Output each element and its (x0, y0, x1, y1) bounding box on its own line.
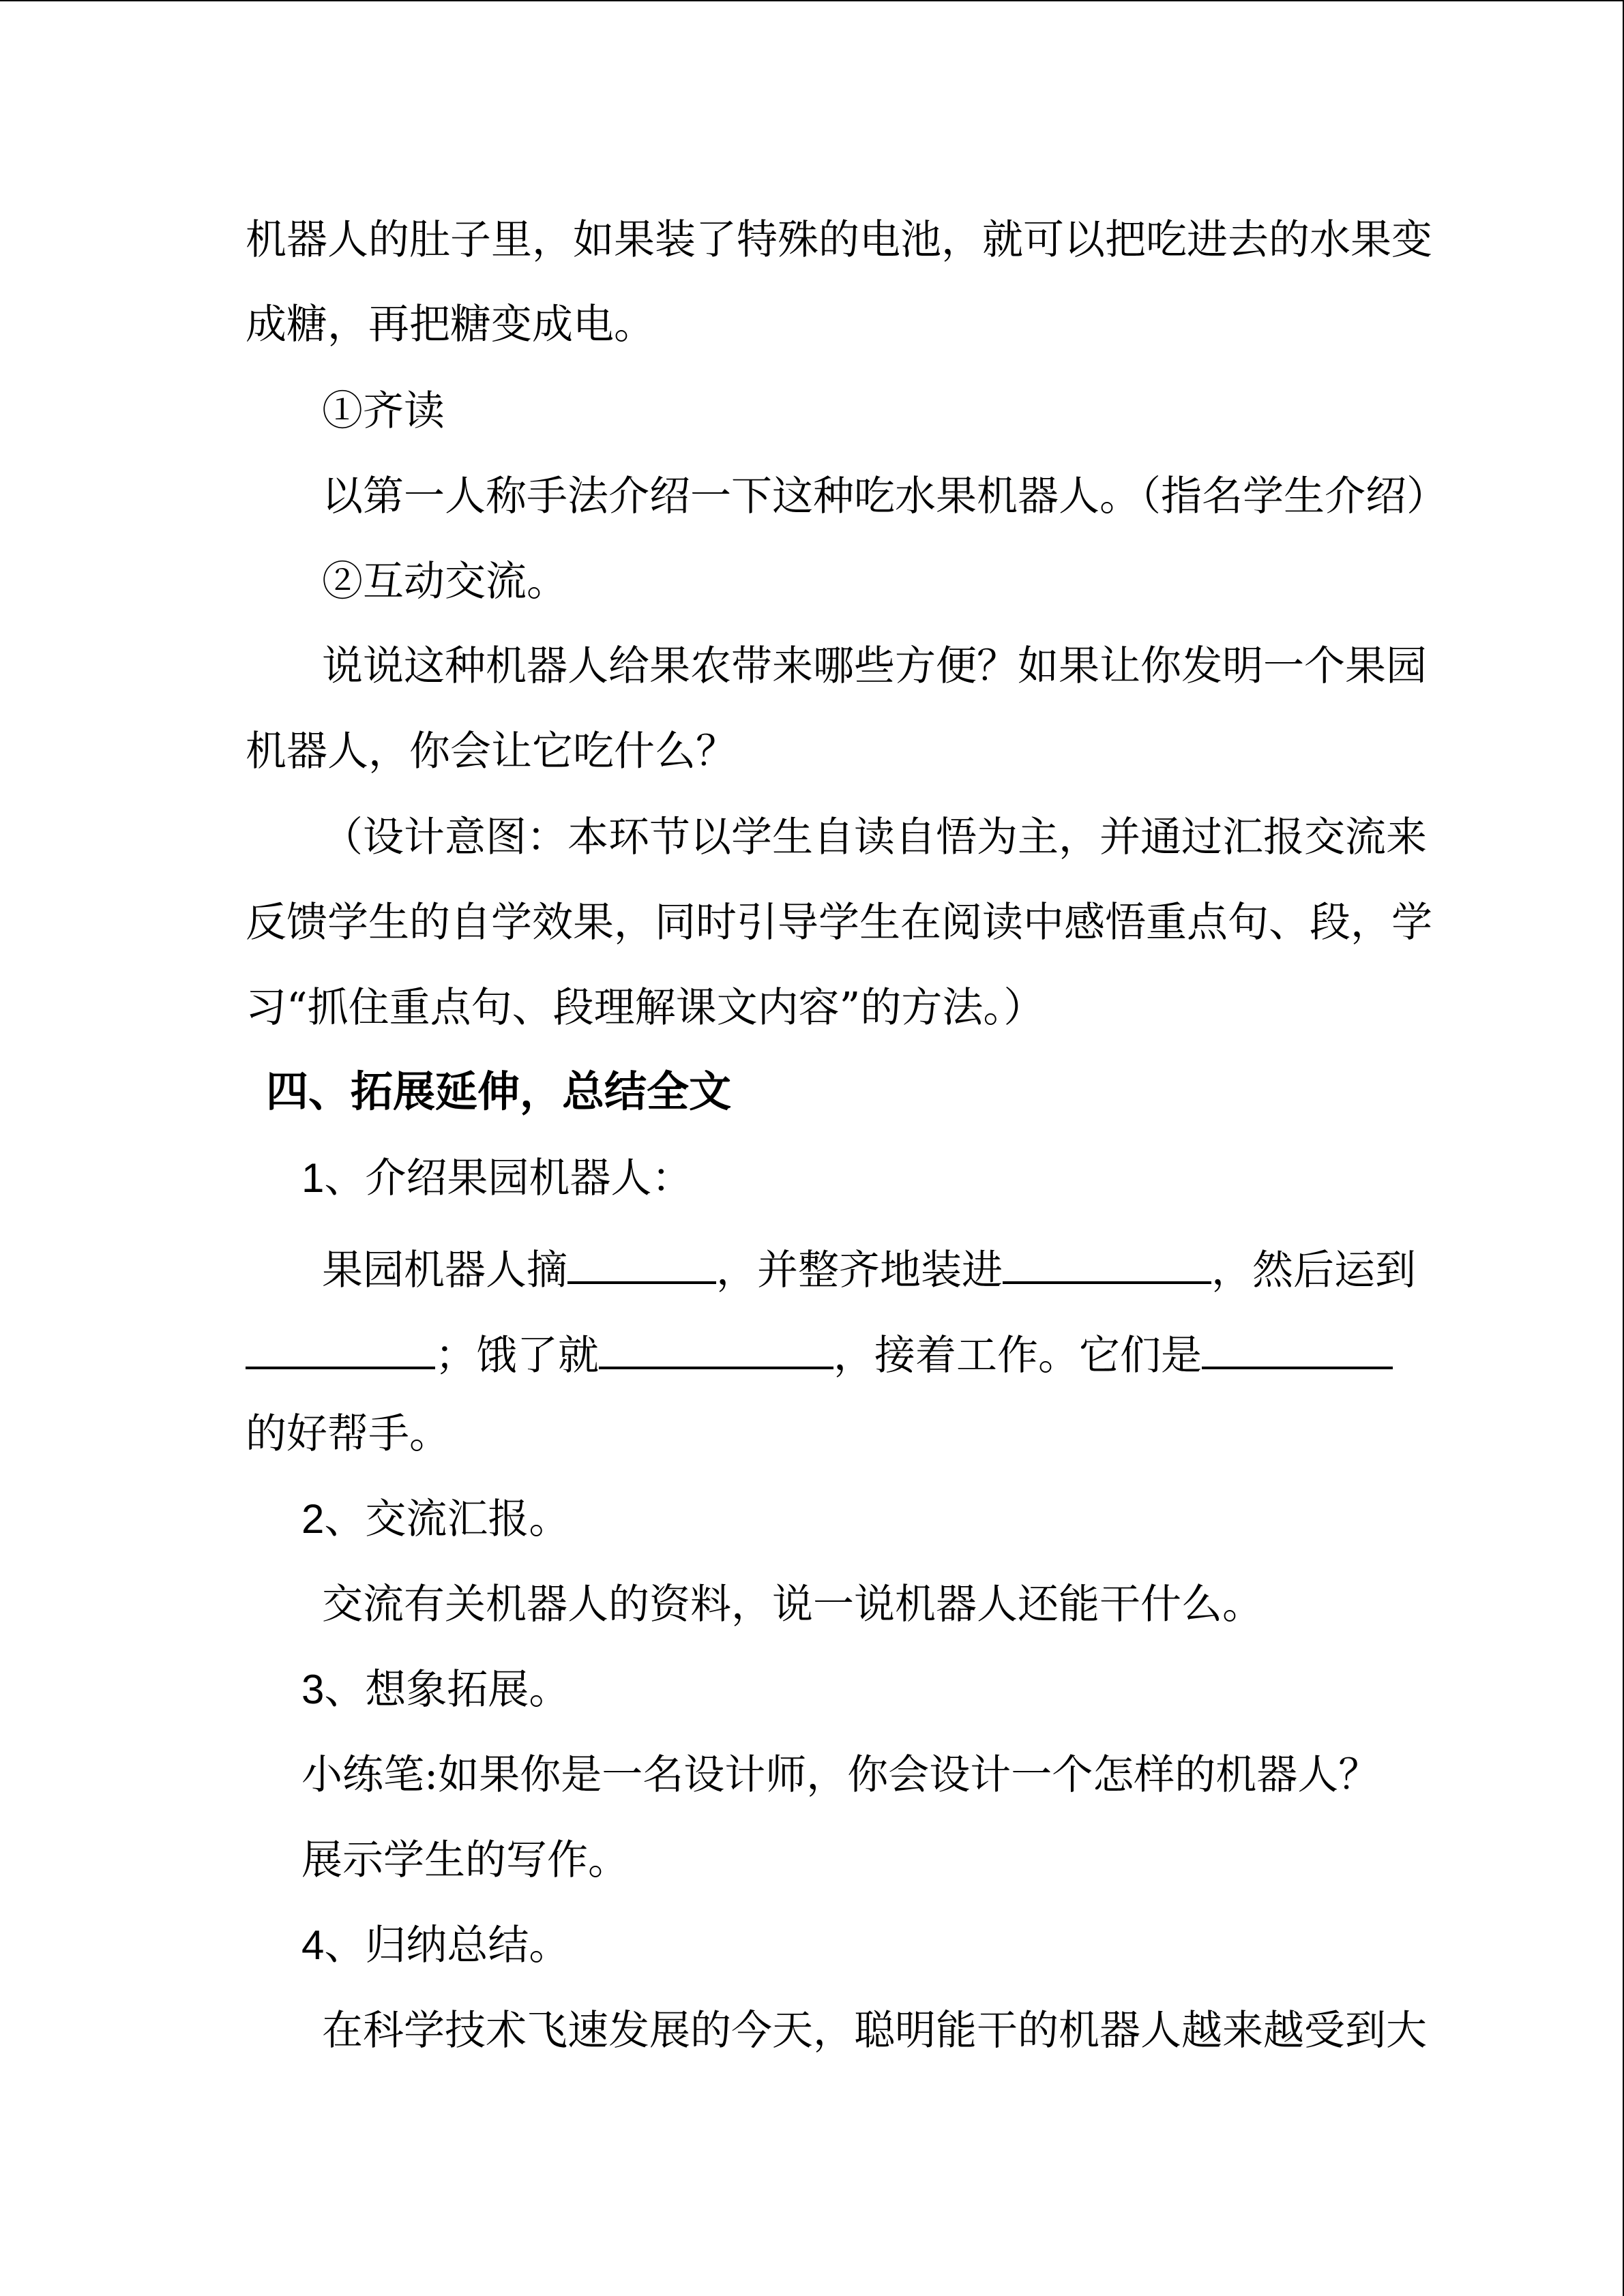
design-note-line: 习“抓住重点句、段理解课文内容”的方法。） (246, 984, 1045, 1032)
list-item-label: ②互动交流。 (322, 558, 567, 606)
paragraph-line: 机器人的肚子里，如果装了特殊的电池，就可以把吃进去的水果变 (246, 216, 1432, 264)
fill-text: ，并整齐地装进 (716, 1247, 1003, 1294)
design-note-line: 反馈学生的自学效果，同时引导学生在阅读中感悟重点句、段，学 (246, 899, 1432, 946)
fill-in-line-2 (246, 1324, 1393, 1380)
section-item-number: 3 (301, 1667, 325, 1712)
section-item-number: 1 (301, 1155, 325, 1201)
paragraph-line: 以第一人称手法介绍一下这种吃水果机器人。（指名学生介绍） (322, 473, 1447, 520)
answer-blank[interactable] (1003, 1239, 1211, 1284)
section-item-4 (301, 1921, 570, 1970)
paragraph-line: 小练笔:如果你是一名设计师，你会设计一个怎样的机器人？ (301, 1751, 1380, 1799)
fill-text: ；饿了就 (435, 1332, 599, 1380)
section-item-title: 、归纳总结。 (324, 1922, 570, 1969)
section-item-number: 4 (301, 1922, 325, 1968)
paragraph-line: 说说这种机器人给果农带来哪些方便？如果让你发明一个果园 (322, 642, 1427, 690)
list-item-label: ①齐读 (322, 387, 445, 435)
answer-blank[interactable] (567, 1239, 716, 1284)
section-heading: 四、拓展延伸，总结全文 (266, 1067, 732, 1116)
section-item-2 (301, 1495, 570, 1544)
answer-blank[interactable] (599, 1324, 833, 1369)
section-item-title: 、想象拓展。 (324, 1666, 570, 1714)
paragraph-line: 的好帮手。 (246, 1410, 450, 1458)
paragraph-line: 机器人，你会让它吃什么？ (246, 728, 737, 775)
section-item-number: 2 (301, 1496, 325, 1542)
fill-text: ，然后运到 (1211, 1247, 1416, 1294)
design-note-line: （设计意图：本环节以学生自读自悟为主，并通过汇报交流来 (322, 814, 1427, 861)
fill-text: ，接着工作。它们是 (833, 1332, 1202, 1380)
fill-in-line-1 (322, 1239, 1416, 1295)
section-item-3 (301, 1665, 570, 1714)
paragraph-line: 展示学生的写作。 (301, 1836, 629, 1884)
paragraph-line: 成糖，再把糖变成电。 (246, 301, 655, 348)
paragraph-line: 在科学技术飞速发展的今天，聪明能干的机器人越来越受到大 (322, 2007, 1427, 2055)
paragraph-line: 交流有关机器人的资料，说一说机器人还能干什么。 (322, 1581, 1263, 1628)
section-item-title: 、交流汇报。 (324, 1495, 570, 1543)
fill-text: 果园机器人摘 (322, 1247, 567, 1294)
answer-blank[interactable] (246, 1324, 435, 1369)
answer-blank[interactable] (1202, 1324, 1393, 1369)
section-item-1 (301, 1154, 692, 1203)
section-item-title: 、介绍果园机器人： (324, 1154, 693, 1202)
